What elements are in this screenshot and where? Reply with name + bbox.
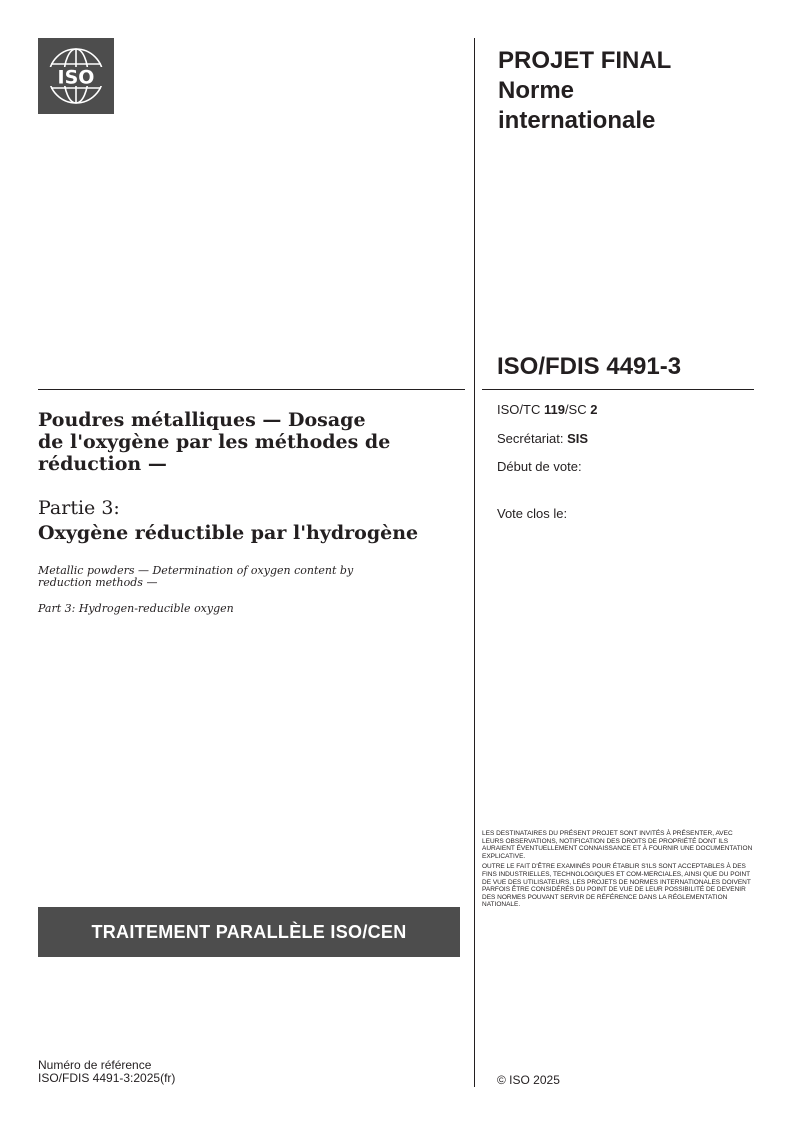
french-title-line-2: de l'oxygène par les méthodes de xyxy=(38,431,391,453)
vote-end-label: Vote clos le: xyxy=(497,506,568,521)
tc-number: 119 xyxy=(543,402,565,417)
recipient-notice xyxy=(482,830,754,912)
reference-value: ISO/FDIS 4491-3:2025(fr) xyxy=(38,1071,176,1085)
english-title-line-2: reduction methods — xyxy=(38,576,158,589)
secretariat-line xyxy=(497,431,588,447)
vote-start-label: Début de vote: xyxy=(497,459,582,474)
sc-number: 2 xyxy=(590,402,598,417)
tc-prefix: ISO/TC xyxy=(497,402,544,417)
iso-logo xyxy=(38,38,114,114)
parallel-processing-banner xyxy=(38,907,460,957)
french-title-line-1: Poudres métalliques — Dosage xyxy=(38,409,366,431)
horizontal-rule-left xyxy=(38,389,465,390)
document-stage-heading xyxy=(498,46,758,136)
sc-prefix: /SC xyxy=(564,402,591,417)
banner-text: TRAITEMENT PARALLÈLE ISO/CEN xyxy=(91,921,407,942)
committee-line xyxy=(497,402,597,418)
logo-text: ISO xyxy=(57,66,95,89)
french-title-line-3: réduction — xyxy=(38,453,167,475)
horizontal-rule-right xyxy=(482,389,754,390)
reference-number-block xyxy=(38,1059,175,1085)
french-part-title: Oxygène réductible par l'hydrogène xyxy=(38,522,419,544)
notice-paragraph-1: LES DESTINATAIRES DU PRÉSENT PROJET SONT INVITÉS À PRÉSENTER, AVEC LEURS OBSERVATIONS, NOTIFICATION DES DROITS DE PROPRIÉTÉ DONT ILS AURAIENT ÉVENTUELLEMENT CONNAISSANCE ET À FOURNIR UNE DOCUMENTATION EXPLICATIVE. xyxy=(482,830,753,860)
english-title-line-1: Metallic powders — Determination of oxygen content by xyxy=(38,564,354,577)
secretariat-value: SIS xyxy=(567,431,589,446)
vertical-divider xyxy=(474,38,475,1087)
notice-paragraph-2: OUTRE LE FAIT D'ÊTRE EXAMINÉS POUR ÉTABLIR S'ILS SONT ACCEPTABLES À DES FINS INDUSTRIELLES, TECHNOLOGIQUES ET COM-MERCIALES, AINSI QUE DU POINT DE VUE DES UTILISATEURS, LES PROJETS DE NORMES INTERNATIONALES DOIVENT PARFOIS ÊTRE CONSIDÉRÉS DU POINT DE VUE DE LEUR POSSIBILITÉ DE DEVENIR DES NORMES POUVANT SERVIR DE RÉFÉRENCE DANS LA RÉGLEMENTATION NATIONALE. xyxy=(482,863,751,909)
reference-label: Numéro de référence xyxy=(38,1058,152,1072)
secretariat-label: Secrétariat: xyxy=(497,431,568,446)
heading-line-2: Norme xyxy=(498,77,575,104)
heading-line-1: PROJET FINAL xyxy=(498,47,672,74)
copyright-notice: © ISO 2025 xyxy=(497,1073,560,1087)
document-number: ISO/FDIS 4491-3 xyxy=(497,353,682,380)
globe-icon xyxy=(38,38,114,114)
heading-line-3: internationale xyxy=(498,107,656,134)
french-part-label: Partie 3: xyxy=(38,497,120,519)
english-main-title xyxy=(38,565,458,589)
french-main-title xyxy=(38,409,458,475)
english-part-title: Part 3: Hydrogen-reducible oxygen xyxy=(38,602,234,615)
